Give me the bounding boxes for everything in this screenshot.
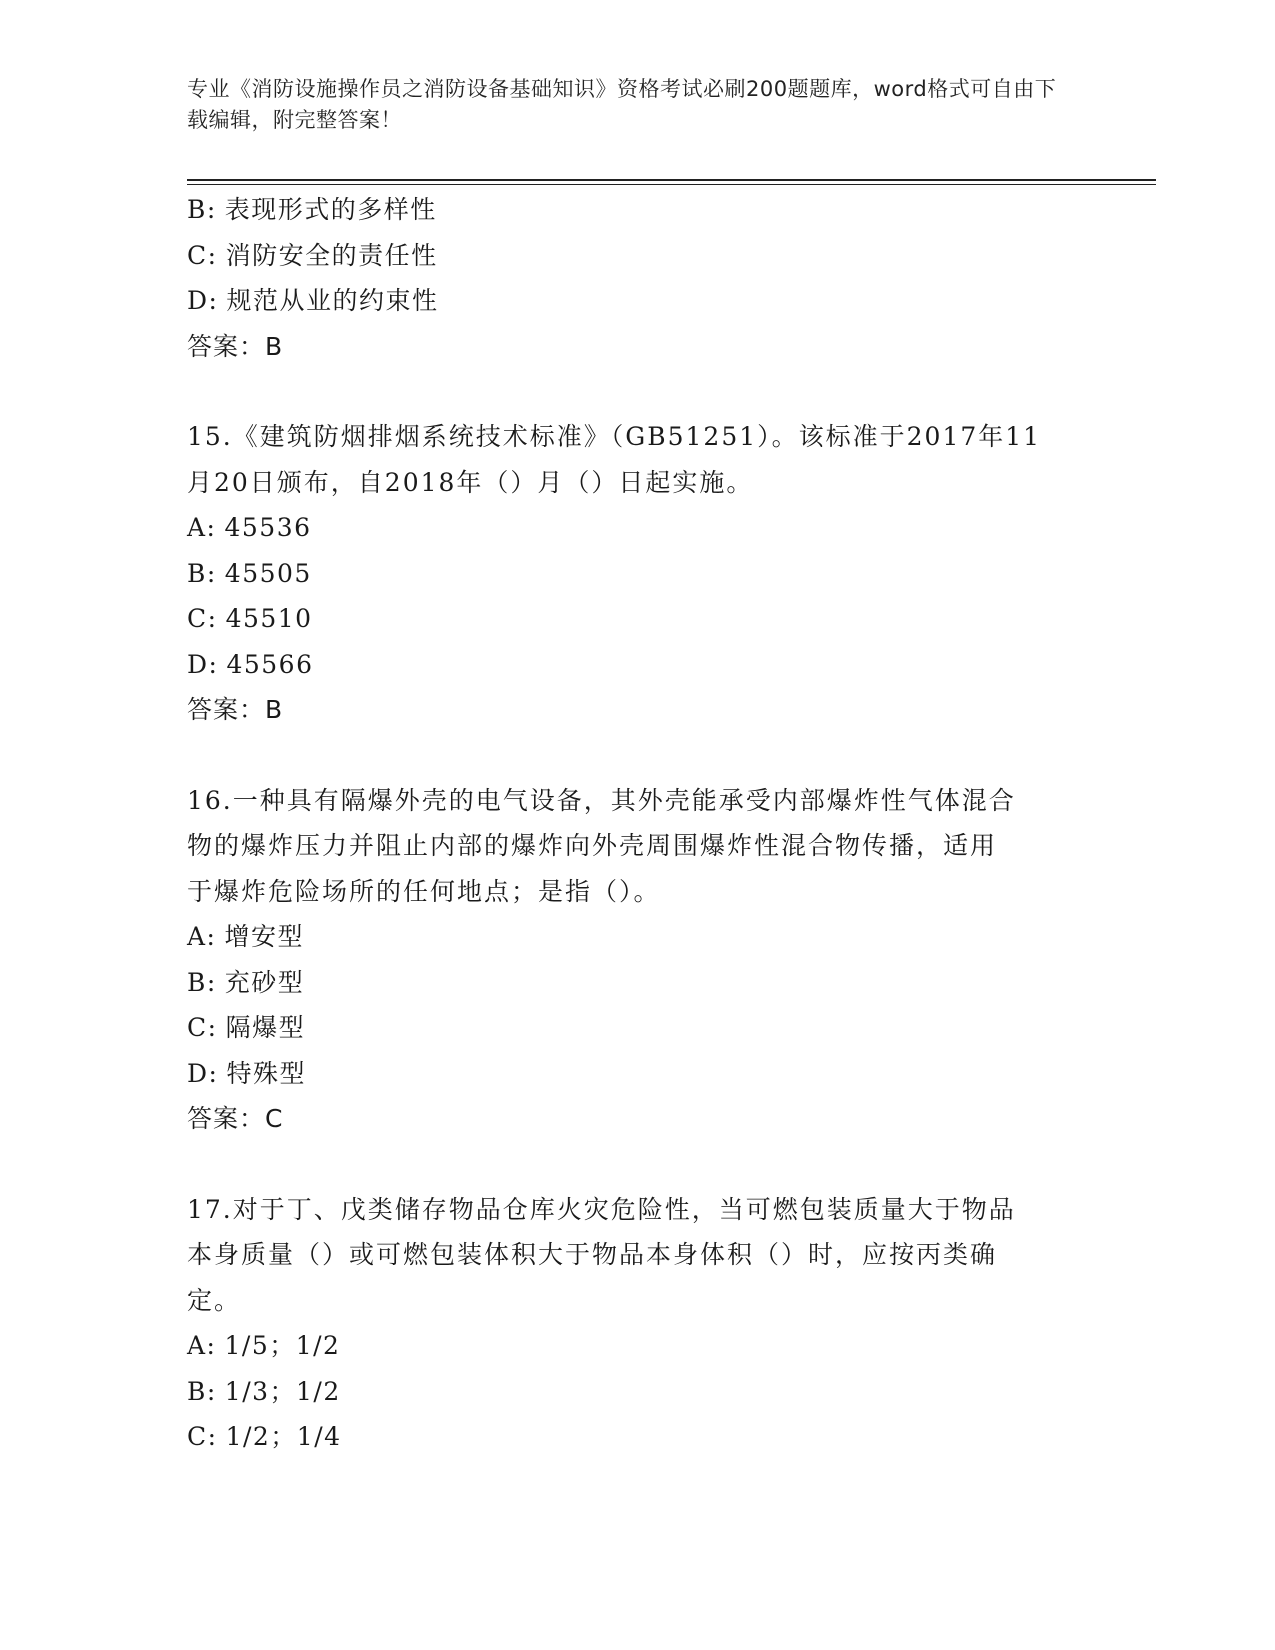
option-c bbox=[187, 1414, 1087, 1460]
option-label: A: bbox=[187, 922, 217, 951]
option-label: D: bbox=[187, 649, 219, 679]
option-text: 45536 bbox=[224, 513, 312, 542]
option-a bbox=[187, 505, 1087, 551]
option-label: C: bbox=[187, 240, 218, 270]
option-text: 45505 bbox=[224, 558, 312, 588]
option-text: 1/2；1/4 bbox=[225, 1422, 342, 1451]
option-text: 增安型 bbox=[224, 922, 304, 951]
question-text-line: 于爆炸危险场所的任何地点；是指（）。 bbox=[187, 876, 661, 906]
question-15 bbox=[187, 414, 1087, 733]
question-16 bbox=[187, 778, 1087, 1142]
header-rule-thin bbox=[187, 184, 1156, 185]
question-text-line: 物的爆炸压力并阻止内部的爆炸向外壳周围爆炸性混合物传播，适用 bbox=[187, 831, 998, 860]
option-text: 1/3；1/2 bbox=[224, 1376, 341, 1406]
option-b bbox=[187, 187, 1087, 233]
option-label: D: bbox=[187, 286, 219, 315]
question-text-line: 15.《建筑防烟排烟系统技术标准》（GB51251）。该标准于2017年11 bbox=[187, 422, 1042, 451]
option-a bbox=[187, 1323, 1087, 1369]
answer-line: 答案：C bbox=[187, 1104, 284, 1133]
option-a bbox=[187, 914, 1087, 960]
question-text-line: 17.对于丁、戊类储存物品仓库火灾危险性，当可燃包装质量大于物品 bbox=[187, 1194, 1016, 1224]
document-body bbox=[187, 187, 1087, 1460]
option-label: A: bbox=[187, 513, 217, 542]
question-17 bbox=[187, 1187, 1087, 1460]
option-label: C: bbox=[187, 1013, 218, 1042]
option-text: 隔爆型 bbox=[225, 1013, 306, 1042]
answer-line: 答案：B bbox=[187, 695, 284, 724]
option-d bbox=[187, 1051, 1087, 1097]
answer-line: 答案：B bbox=[187, 331, 284, 361]
option-text: 充砂型 bbox=[224, 967, 305, 997]
option-b bbox=[187, 1369, 1087, 1415]
document-header: 专业《消防设施操作员之消防设备基础知识》资格考试必刷200题题库，word格式可自由下载编辑，附完整答案！ bbox=[187, 77, 1057, 132]
option-text: 1/5；1/2 bbox=[224, 1331, 341, 1360]
option-b bbox=[187, 551, 1087, 597]
option-c bbox=[187, 1005, 1087, 1051]
option-d bbox=[187, 278, 1087, 324]
option-text: 消防安全的责任性 bbox=[225, 240, 438, 270]
option-label: B: bbox=[187, 1376, 217, 1406]
question-text-line: 本身质量（）或可燃包装体积大于物品本身体积（）时，应按丙类确 bbox=[187, 1240, 998, 1269]
option-label: A: bbox=[187, 1331, 217, 1360]
question-text-line: 16.一种具有隔爆外壳的电气设备，其外壳能承受内部爆炸性气体混合 bbox=[187, 785, 1016, 815]
header-rule-thick bbox=[187, 179, 1156, 181]
option-label: C: bbox=[187, 1422, 218, 1451]
option-label: D: bbox=[187, 1058, 219, 1088]
option-text: 特殊型 bbox=[226, 1058, 306, 1088]
option-text: 规范从业的约束性 bbox=[226, 286, 439, 315]
question-text-line: 定。 bbox=[187, 1285, 242, 1315]
previous-question-tail bbox=[187, 187, 1087, 369]
option-b bbox=[187, 960, 1087, 1006]
option-text: 45566 bbox=[226, 649, 314, 679]
option-label: B: bbox=[187, 558, 217, 588]
option-label: B: bbox=[187, 195, 217, 224]
question-text-line: 月20日颁布，自2018年（）月（）日起实施。 bbox=[187, 467, 754, 497]
option-text: 表现形式的多样性 bbox=[224, 195, 437, 224]
option-d bbox=[187, 642, 1087, 688]
option-label: C: bbox=[187, 604, 218, 633]
option-text: 45510 bbox=[225, 604, 313, 633]
option-c bbox=[187, 233, 1087, 279]
option-label: B: bbox=[187, 967, 217, 997]
option-c bbox=[187, 596, 1087, 642]
